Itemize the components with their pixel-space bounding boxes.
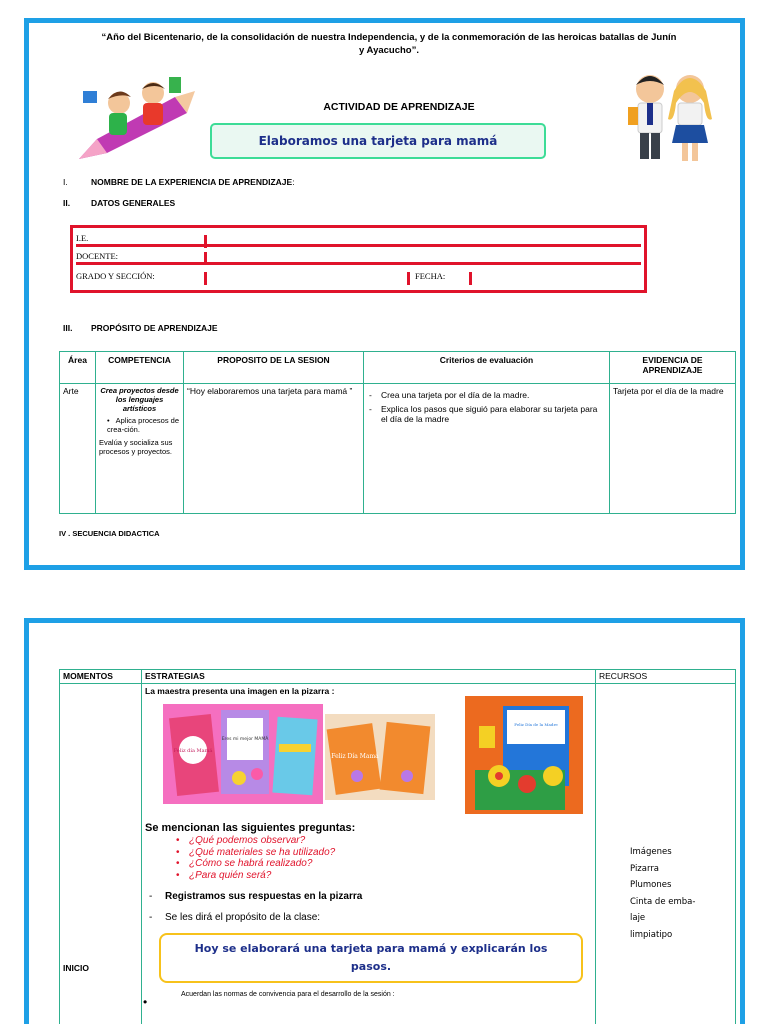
didactic-sequence-table: [59, 669, 736, 1024]
purpose-table: [59, 351, 736, 514]
section-3-title: PROPÓSITO DE APRENDIZAJE: [91, 323, 218, 333]
section-4-heading: IV . SECUENCIA DIDACTICA: [59, 529, 160, 538]
pink-cards-image: [163, 704, 323, 804]
dash-step-2-text: Se les dirá el propósito de la clase:: [165, 912, 321, 923]
activity-label: ACTIVIDAD DE APRENDIZAJE: [323, 101, 475, 113]
cell-strategies: [142, 684, 596, 1024]
criterio-item: - Crea una tarjeta por el día de la madre.: [367, 390, 606, 401]
card-images: [145, 696, 592, 814]
school-kids-illustration: [614, 63, 726, 169]
dash-step-2: - Se les dirá el propósito de la clase:: [149, 912, 321, 923]
resource-item: Pizarra: [630, 863, 660, 874]
section-2-title: DATOS GENERALES: [91, 198, 176, 208]
card2-text: Eres mi mejor MAMÁ: [221, 737, 269, 742]
resource-item: Cinta de emba-: [630, 896, 696, 907]
resource-item: Plumones: [630, 880, 672, 890]
competencia-title: Crea proyectos desde los lenguajes artísticos: [100, 386, 179, 413]
header-recursos: RECURSOS: [596, 670, 736, 684]
section-1-number: I.: [63, 177, 68, 187]
header-criterios: Criterios de evaluación: [364, 352, 610, 384]
butterfly-cards-image: [325, 714, 435, 800]
section-3-heading: [63, 323, 218, 333]
norms-line: • Acuerdan las normas de convivencia para el desarrollo de la sesión :: [143, 991, 395, 1009]
table-row: [60, 684, 736, 1024]
flower-card-image: [465, 696, 583, 814]
section-1-heading: [63, 177, 295, 187]
question-item: • ¿Cómo se habrá realizado?: [189, 858, 592, 870]
section-1-colon: :: [292, 177, 295, 187]
grado-row: [76, 269, 641, 285]
ie-row: [76, 231, 641, 247]
moment-label: INICIO: [63, 962, 89, 973]
cell-evidencia: Tarjeta por el día de la madre: [610, 384, 736, 514]
grado-label: GRADO Y SECCIÓN:: [76, 271, 155, 281]
cell-moment: [60, 684, 142, 1024]
worksheet-page-1: [24, 18, 745, 570]
ie-label: I.E.: [76, 233, 89, 243]
question-item: • ¿Qué podemos observar?: [189, 835, 592, 847]
national-motto: “Año del Bicentenario, de la consolidación de nuestra Independencia, y de la conmemoración de las heroicas batallas de Junín y Ayacucho”.: [101, 32, 677, 56]
resource-item: laje: [630, 913, 646, 923]
competencia-capacity: • Aplica procesos de crea-ción.: [107, 416, 180, 434]
strategy-intro: La maestra presenta una imagen en la pizarra :: [145, 686, 335, 696]
purpose-box: Hoy se elaborará una tarjeta para mamá y explicarán los pasos.: [159, 933, 583, 983]
questions-title: Se mencionan las siguientes preguntas:: [145, 822, 356, 834]
table-row: [60, 384, 736, 514]
resource-item: Imágenes: [630, 847, 672, 857]
card3-text: Feliz Día Mamá: [331, 753, 379, 760]
header-proposito: PROPOSITO DE LA SESION: [184, 352, 364, 384]
cell-competencia: [96, 384, 184, 514]
header-estrategias: ESTRATEGIAS: [142, 670, 596, 684]
question-item: • ¿Para quién será?: [189, 870, 592, 882]
cell-resources: [596, 684, 736, 1024]
general-data-table: [70, 225, 647, 293]
header-evidencia: EVIDENCIA DE APRENDIZAJE: [610, 352, 736, 384]
section-1-title: NOMBRE DE LA EXPERIENCIA DE APRENDIZAJE: [91, 177, 293, 187]
dash-step-1: - Registramos sus respuestas en la pizarra: [149, 891, 363, 902]
resource-item: limpiatipo: [630, 929, 673, 940]
fecha-label: FECHA:: [415, 271, 446, 281]
activity-title-box: Elaboramos una tarjeta para mamá: [210, 123, 546, 159]
card1-text: Feliz día Mamá: [173, 748, 213, 754]
cell-area: Arte: [60, 384, 96, 514]
table-header-row: [60, 670, 736, 684]
card4-text: Feliz Día de la Madre: [514, 722, 558, 727]
cell-criterios: [364, 384, 610, 514]
questions-list: [189, 835, 592, 881]
header-competencia: COMPETENCIA: [96, 352, 184, 384]
section-3-number: III.: [63, 323, 73, 333]
criterio-item: - Explica los pasos que siguió para elaborar su tarjeta para el día de la madre: [367, 404, 606, 425]
header-momentos: MOMENTOS: [60, 670, 142, 684]
question-item: • ¿Qué materiales se ha utilizado?: [189, 847, 592, 859]
section-2-heading: [63, 198, 175, 208]
docente-row: [76, 249, 641, 265]
worksheet-page-2: [24, 618, 745, 1024]
section-2-number: II.: [63, 198, 71, 208]
kids-on-pencil-illustration: [71, 69, 201, 173]
table-header-row: [60, 352, 736, 384]
cell-proposito: “Hoy elaboraremos una tarjeta para mamá ”: [184, 384, 364, 514]
dash-step-1-text: Registramos sus respuestas en la pizarra: [165, 891, 363, 902]
docente-label: DOCENTE:: [76, 251, 119, 261]
header-area: Área: [60, 352, 96, 384]
norms-text: Acuerdan las normas de convivencia para el desarrollo de la sesión :: [181, 991, 395, 998]
competencia-capacity-2: Evalúa y socializa sus procesos y proyectos.: [99, 438, 173, 456]
